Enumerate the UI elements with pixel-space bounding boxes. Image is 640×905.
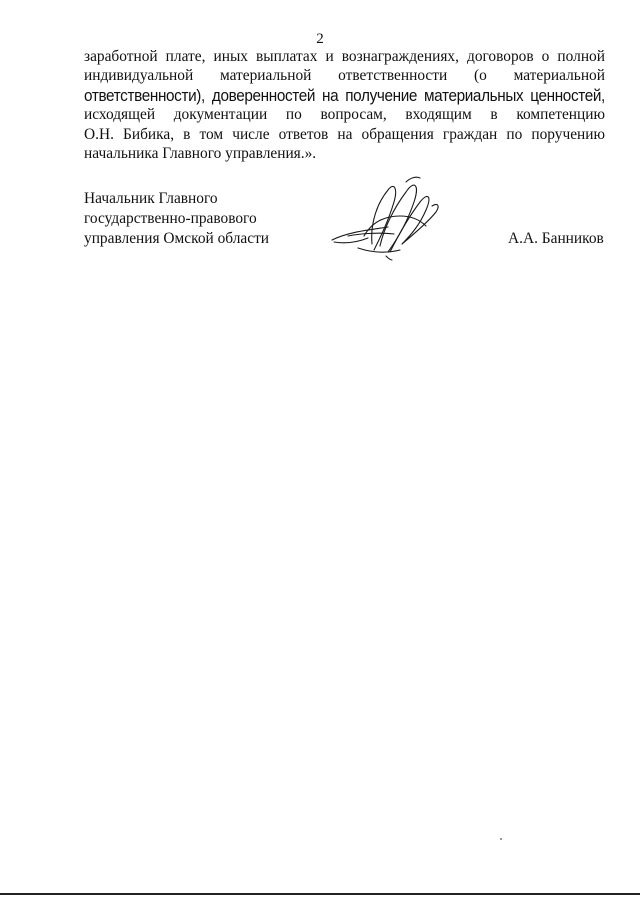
body-line: О.Н. Бибика, в том числе ответов на обращения граждан по поручению bbox=[84, 125, 605, 143]
body-line: исходящей документации по вопросам, входящим в компетенцию bbox=[84, 106, 605, 124]
scan-speck bbox=[500, 838, 502, 840]
page-number: 2 bbox=[316, 31, 324, 47]
signer-position-line: Начальник Главного bbox=[84, 190, 218, 207]
body-line: индивидуальной материальной ответственности (о материальной bbox=[84, 67, 605, 85]
signer-position-line: государственно-правового bbox=[84, 210, 257, 227]
body-line: заработной плате, иных выплатах и вознаграждениях, договоров о полной bbox=[84, 48, 605, 65]
signer-position-line: управления Омской области bbox=[84, 230, 270, 247]
body-line: ответственности), доверенностей на получение материальных ценностей, bbox=[84, 85, 605, 105]
page-bottom-edge bbox=[0, 893, 640, 895]
handwritten-signature bbox=[328, 172, 448, 262]
signer-name: А.А. Банников bbox=[508, 230, 604, 247]
signer-position bbox=[84, 189, 269, 249]
body-paragraph bbox=[84, 47, 605, 163]
body-line: начальника Главного управления.». bbox=[84, 145, 317, 163]
